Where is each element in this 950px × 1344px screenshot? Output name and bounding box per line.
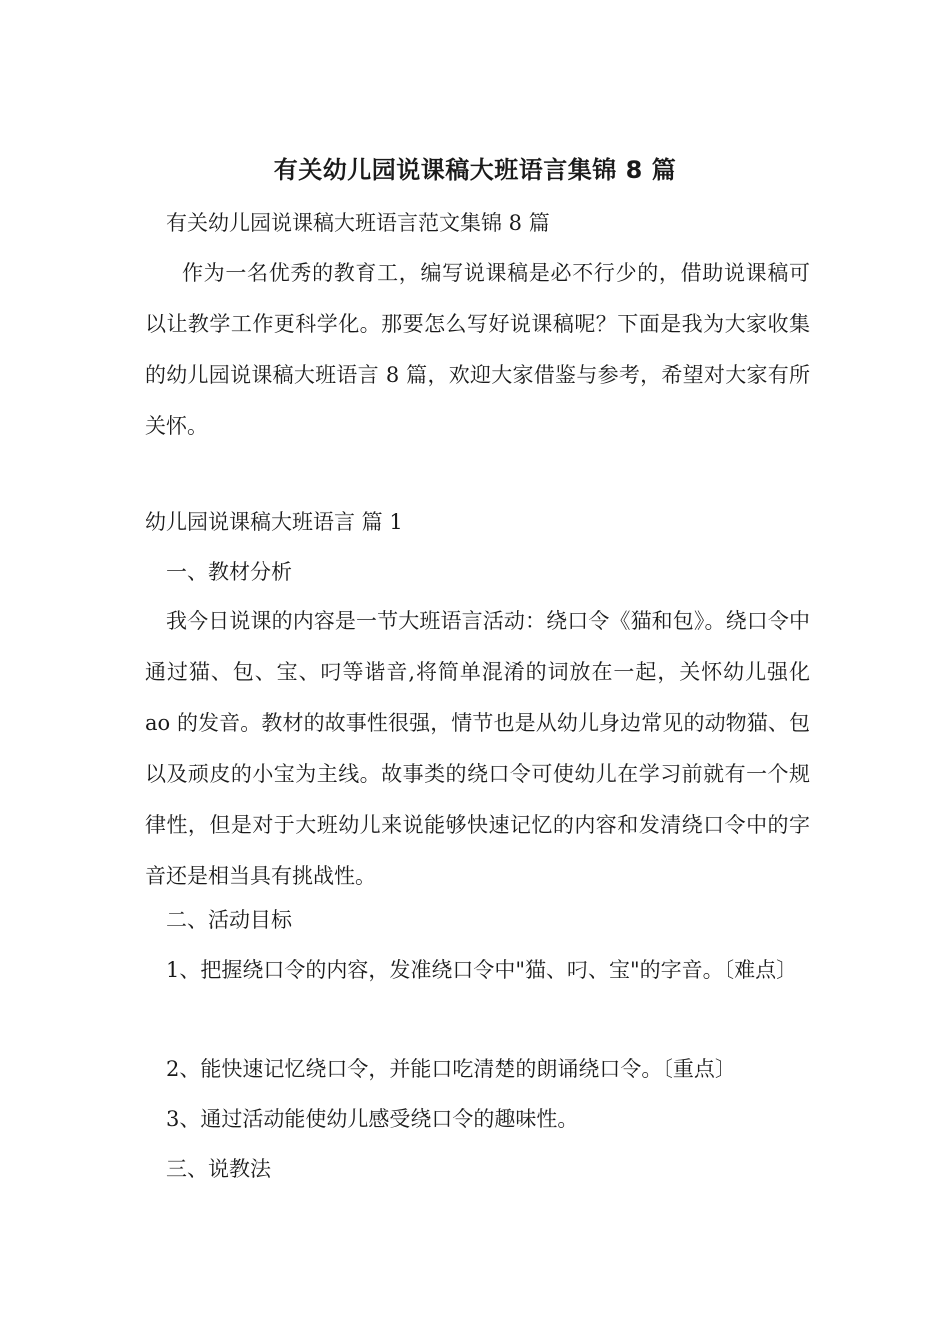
part1-paragraph: 我今日说课的内容是一节大班语言活动：绕口令《猫和包》。绕口令中通过猫、包、宝、叼等谐音,将简单混淆的词放在一起，关怀幼儿强化 ao 的发音。教材的故事性很强，情节也是从幼儿身边常见的动物猫、包以及顽皮的小宝为主线。故事类的绕口令可使幼儿在学习前就有一个规律性，但是对于大班幼儿来说能够快速记忆的内容和发清绕口令中的字音还是相当具有挑战性。: [145, 609, 810, 888]
intro-paragraph: 作为一名优秀的教育工，编写说课稿是必不行少的，借助说课稿可以让教学工作更科学化。那要怎么写好说课稿呢？下面是我为大家收集的幼儿园说课稿大班语言 8 篇，欢迎大家借鉴与参考，希望对大家有所关怀。: [145, 261, 810, 438]
part2-heading: 二、活动目标: [166, 908, 292, 932]
part1-heading: 一、教材分析: [166, 560, 292, 584]
goal-item-1: 1、把握绕口令的内容，发准绕口令中"猫、叼、宝"的字音。〔难点〕: [166, 958, 798, 982]
goal-item-3: 3、通过活动能使幼儿感受绕口令的趣味性。: [166, 1107, 579, 1131]
document-subtitle: 有关幼儿园说课稿大班语言范文集锦 8 篇: [166, 211, 550, 235]
section-heading: 幼儿园说课稿大班语言 篇 1: [145, 510, 403, 534]
goal-item-2: 2、能快速记忆绕口令，并能口吃清楚的朗诵绕口令。〔重点〕: [166, 1057, 736, 1081]
part3-heading: 三、说教法: [166, 1157, 271, 1181]
document-title: 有关幼儿园说课稿大班语言集锦 8 篇: [273, 156, 677, 184]
